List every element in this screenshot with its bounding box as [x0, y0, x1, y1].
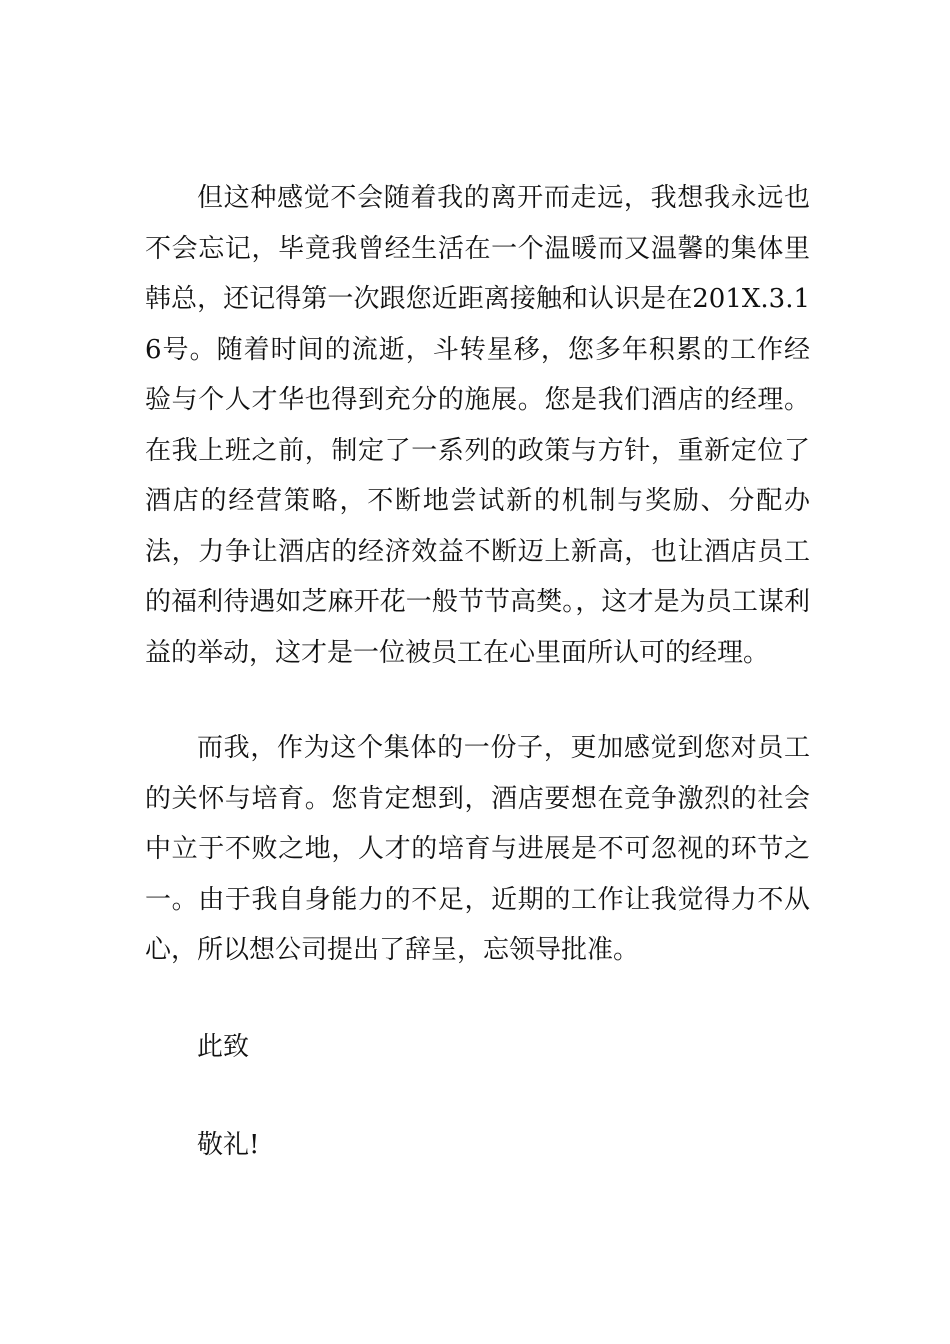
body-paragraph-2: 而我，作为这个集体的一份子，更加感觉到您对员工的关怀与培育。您肯定想到，酒店要想在竞争激烈的社会中立于不败之地，人才的培育与进展是不可忽视的环节之一。由于我自身能力的不足，近期的工作让我觉得力不从心，所以想公司提出了辞呈，忘领导批准。: [145, 733, 810, 965]
body-paragraph-1: 但这种感觉不会随着我的离开而走远，我想我永远也不会忘记，毕竟我曾经生活在一个温暖而又温馨的集体里韩总，还记得第一次跟您近距离接触和认识是在201X.3.16号。随着时间的流逝，斗转星移，您多年积累的工作经验与个人才华也得到充分的施展。您是我们酒店的经理。在我上班之前，制定了一系列的政策与方针，重新定位了酒店的经营策略，不断地尝试新的机制与奖励、分配办法，力争让酒店的经济效益不断迈上新高，也让酒店员工的福利待遇如芝麻开花一般节节高樊。，这才是为员工谋利益的举动，这才是一位被员工在心里面所认可的经理。: [145, 183, 810, 668]
closing-regards: 敬礼!: [197, 1130, 260, 1160]
closing-salutation: 此致: [197, 1032, 250, 1062]
